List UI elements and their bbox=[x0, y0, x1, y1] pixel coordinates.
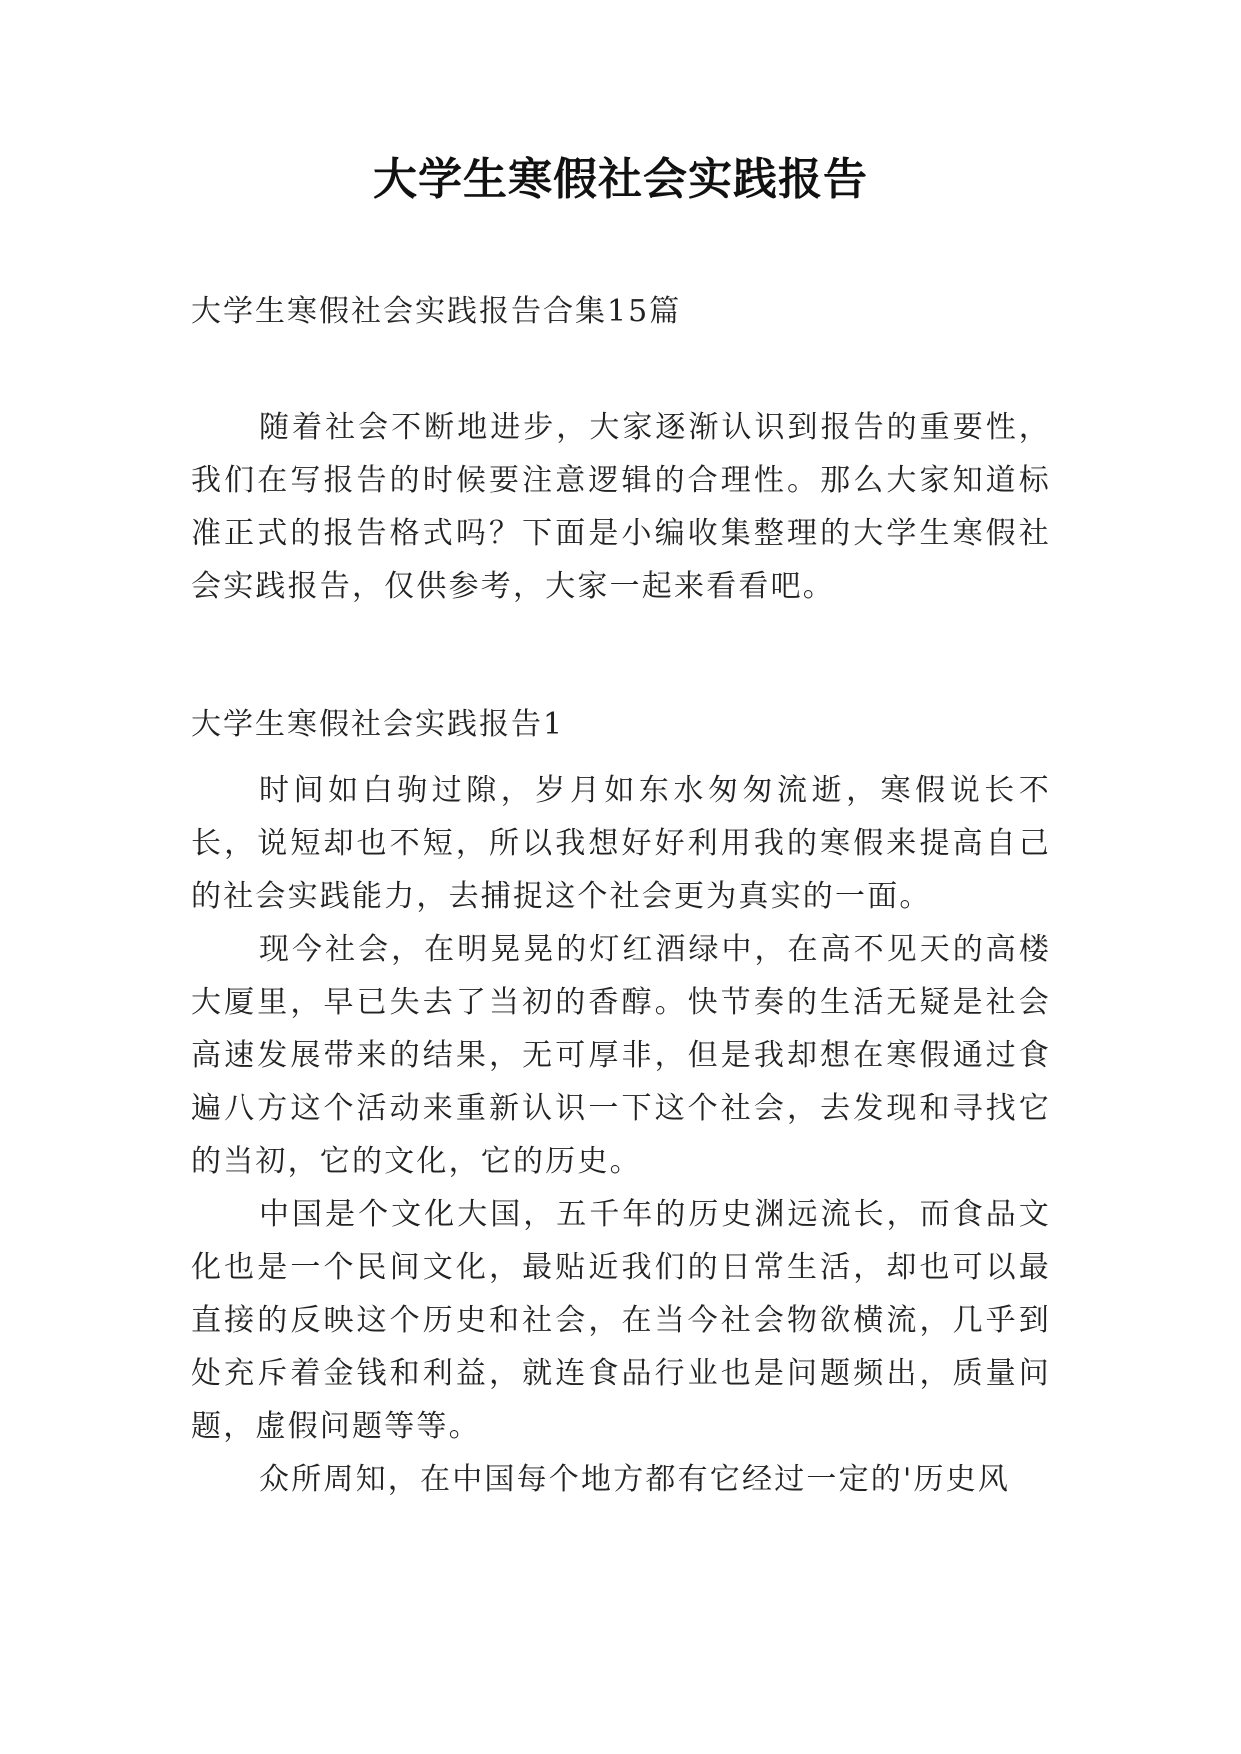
intro-paragraph: 随着社会不断地进步，大家逐渐认识到报告的重要性，我们在写报告的时候要注意逻辑的合理性。那么大家知道标准正式的报告格式吗？下面是小编收集整理的大学生寒假社会实践报告，仅供参考，大家一起来看看吧。 bbox=[191, 410, 1051, 604]
body-paragraph: 现今社会，在明晃晃的灯红酒绿中，在高不见天的高楼大厦里，早已失去了当初的香醇。快节奏的生活无疑是社会高速发展带来的结果，无可厚非，但是我却想在寒假通过食遍八方这个活动来重新认识一下这个社会，去发现和寻找它的当初，它的文化，它的历史。 bbox=[191, 932, 1051, 1179]
intro-block bbox=[191, 401, 1051, 613]
document-title: 大学生寒假社会实践报告 bbox=[373, 154, 868, 205]
section-body bbox=[191, 764, 1051, 1506]
document-subtitle: 大学生寒假社会实践报告合集15篇 bbox=[191, 294, 682, 329]
section-heading: 大学生寒假社会实践报告1 bbox=[191, 707, 565, 742]
body-paragraph: 时间如白驹过隙，岁月如东水匆匆流逝，寒假说长不长，说短却也不短，所以我想好好利用我的寒假来提高自己的社会实践能力，去捕捉这个社会更为真实的一面。 bbox=[191, 773, 1051, 914]
body-paragraph: 中国是个文化大国，五千年的历史渊远流长，而食品文化也是一个民间文化，最贴近我们的日常生活，却也可以最直接的反映这个历史和社会，在当今社会物欲横流，几乎到处充斥着金钱和利益，就连食品行业也是问题频出，质量问题，虚假问题等等。 bbox=[191, 1197, 1051, 1444]
body-paragraph: 众所周知，在中国每个地方都有它经过一定的'历史风 bbox=[259, 1462, 1011, 1497]
